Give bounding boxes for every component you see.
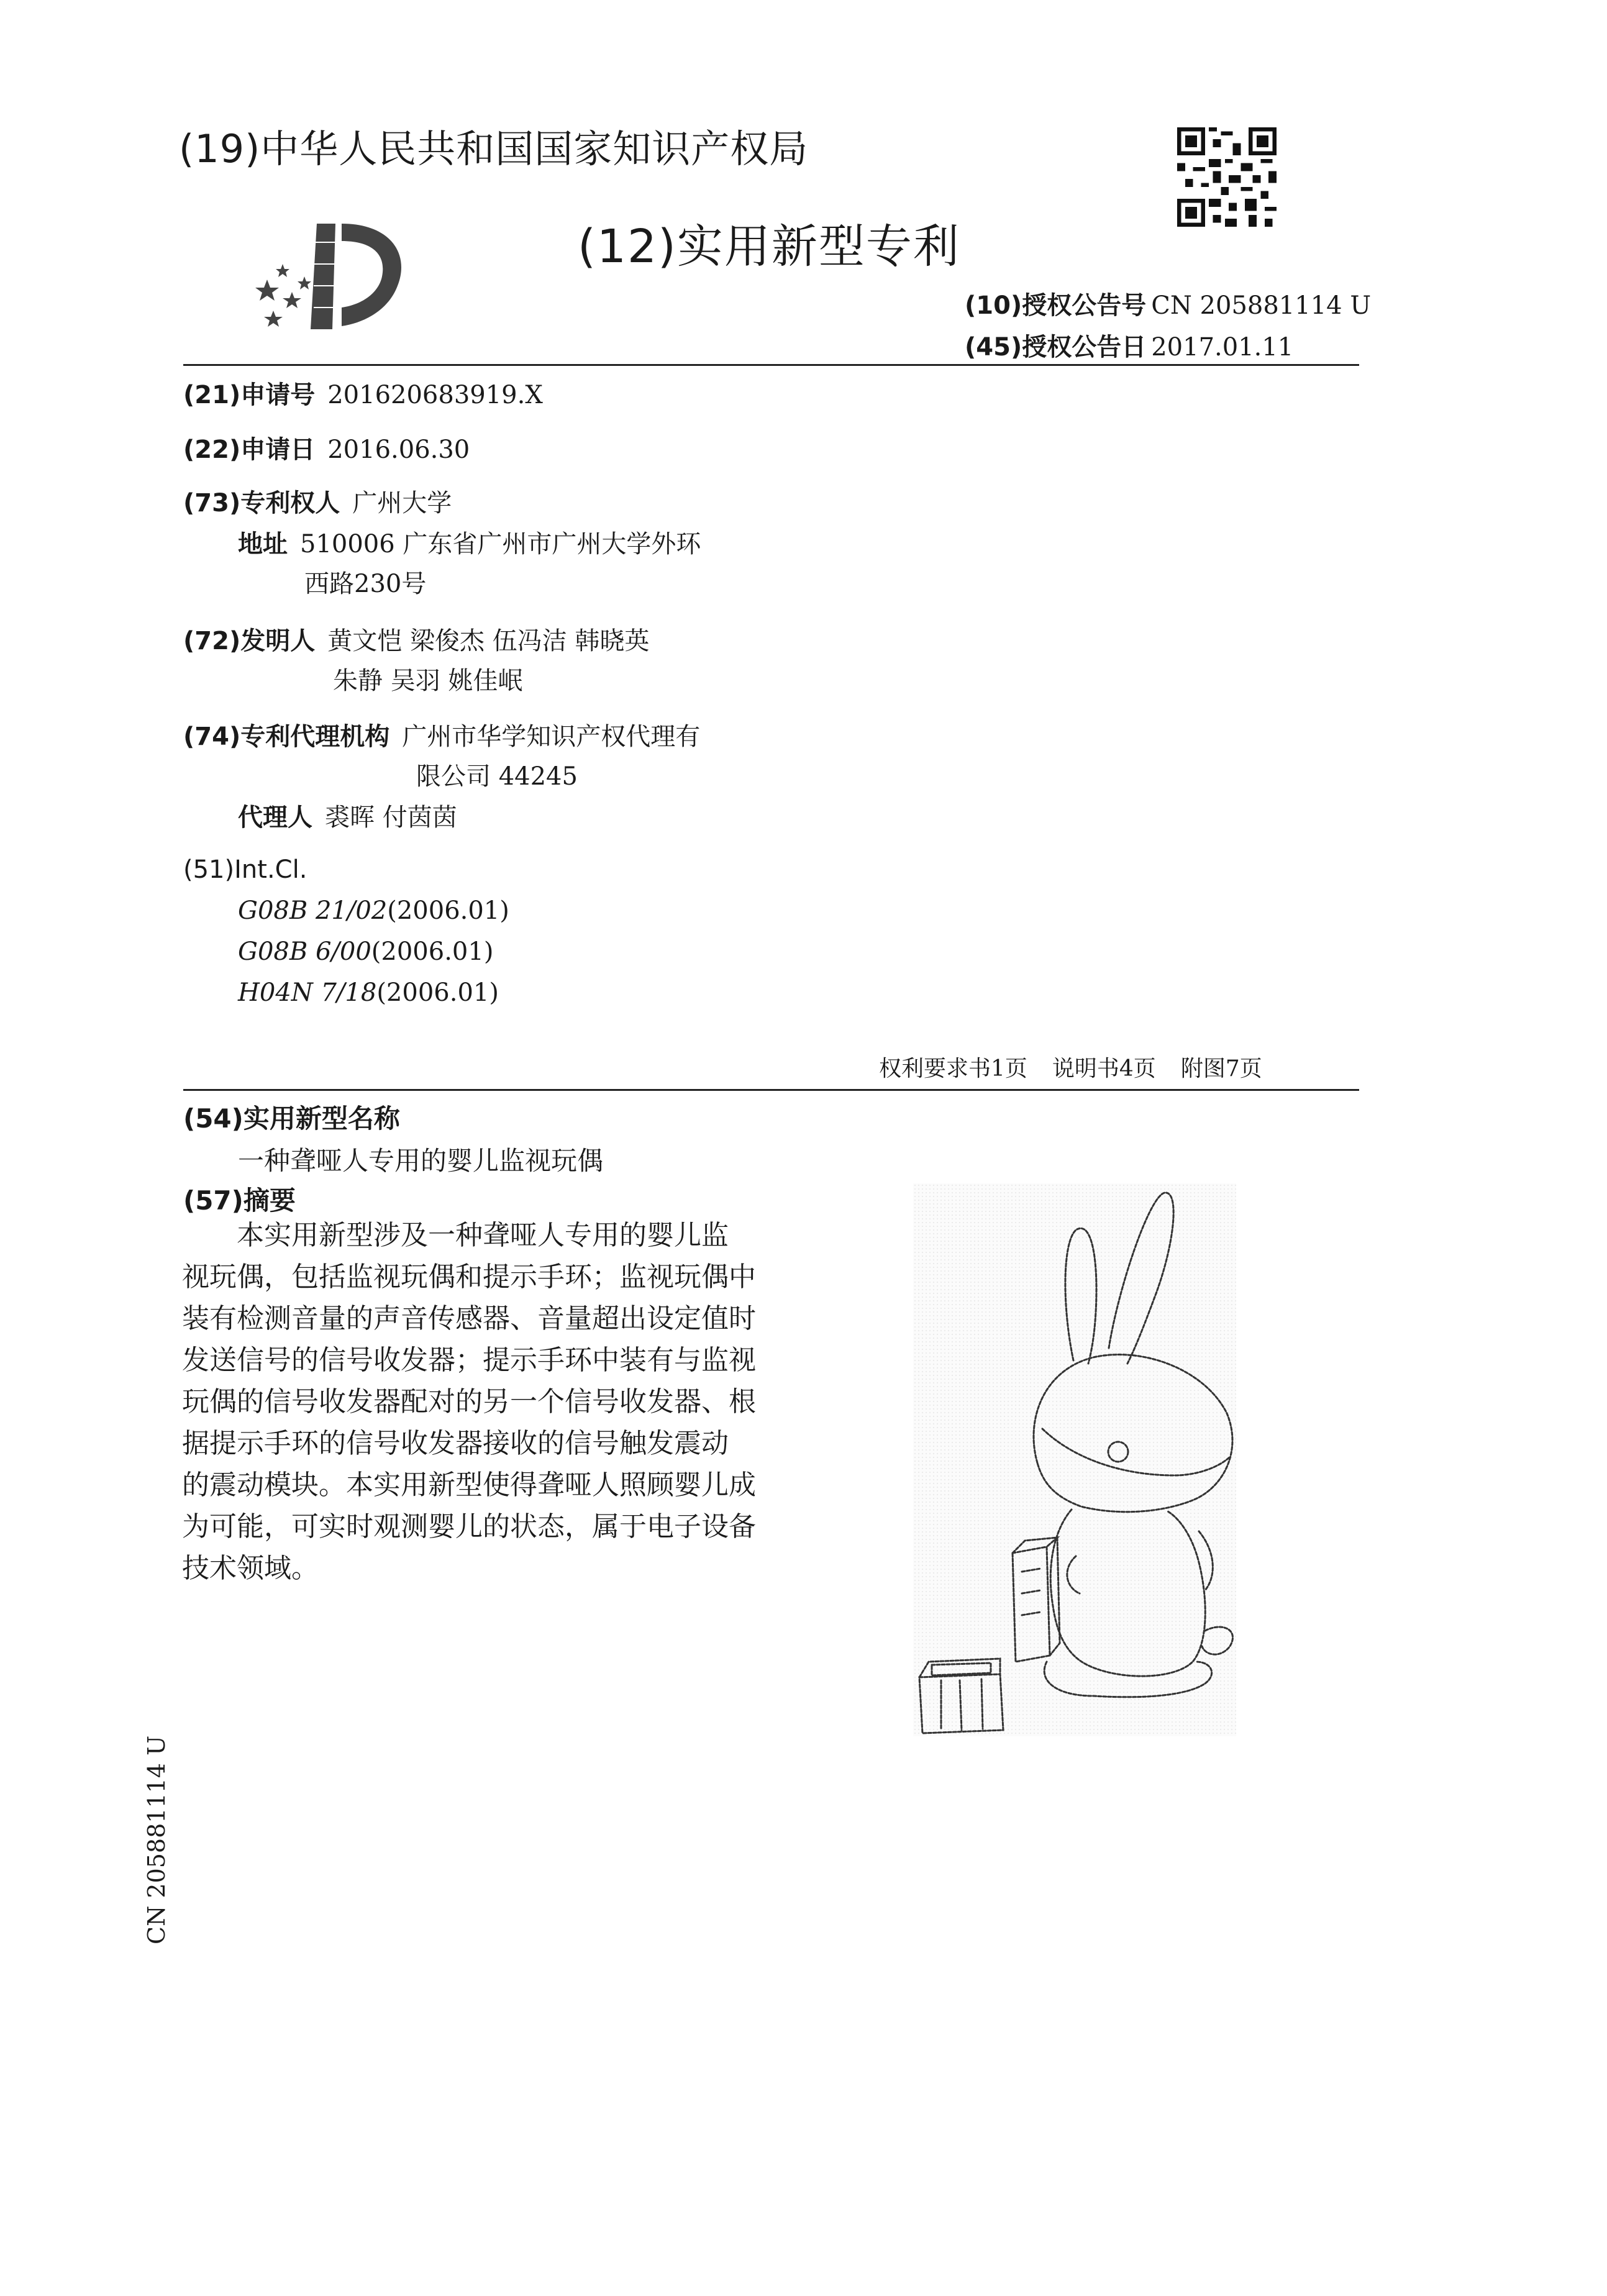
abstract-line: 发送信号的信号收发器；提示手环中装有与监视	[182, 1344, 756, 1376]
patentee-row	[183, 481, 452, 526]
abstract-line: 据提示手环的信号收发器接收的信号触发震动	[182, 1428, 729, 1459]
application-date-row	[183, 427, 470, 472]
document-type: (12)实用新型专利	[578, 220, 960, 273]
agents: 裘晖 付茵茵	[325, 803, 457, 832]
patentee-label: (73)专利权人	[183, 489, 340, 517]
application-number-label: (21)申请号	[183, 381, 316, 409]
page-counts	[879, 1051, 1287, 1083]
abstract-line: 玩偶的信号收发器配对的另一个信号收发器、根	[182, 1386, 756, 1418]
ipc-entry	[238, 896, 509, 925]
address-row	[238, 522, 701, 567]
agent-label: 代理人	[238, 803, 312, 832]
intcl-row	[183, 847, 307, 892]
publication-number: CN 205881114 U	[1151, 291, 1372, 320]
ipc-code: G08B 6/00	[238, 937, 371, 966]
inventors-row	[183, 619, 649, 663]
description-pages: 说明书4页	[1052, 1056, 1156, 1082]
intcl-label: (51)Int.Cl.	[183, 855, 307, 884]
ipc-version: (2006.01)	[371, 937, 494, 966]
agency-label: (74)专利代理机构	[183, 722, 390, 751]
address-line-1: 510006 广东省广州市广州大学外环	[300, 530, 701, 558]
side-publication-number-text: CN 205881114 U	[143, 1735, 170, 1944]
inventors-line-2: 朱静 吴羽 姚佳岷	[333, 667, 523, 695]
office-name: (19)中华人民共和国国家知识产权局	[179, 126, 809, 171]
qr-code	[1177, 127, 1277, 227]
inventors-label: (72)发明人	[183, 627, 316, 655]
side-publication-number	[143, 1733, 180, 1944]
claims-pages: 权利要求书1页	[879, 1056, 1027, 1082]
abstract-line: 装有检测音量的声音传感器、音量超出设定值时	[182, 1303, 756, 1334]
inventors-line-1: 黄文恺 梁俊杰 伍冯洁 韩晓英	[327, 627, 650, 655]
agency-line-1: 广州市华学知识产权代理有	[402, 722, 701, 751]
agent-row	[238, 795, 457, 840]
ipc-code: H04N 7/18	[238, 978, 377, 1007]
publication-date-label: (45)授权公告日	[965, 333, 1147, 362]
representative-drawing	[913, 1183, 1236, 1736]
application-number-row	[183, 373, 543, 417]
ipc-entry	[238, 937, 493, 966]
ipc-version: (2006.01)	[376, 978, 499, 1007]
publication-date: 2017.01.11	[1151, 333, 1294, 362]
address-label: 地址	[238, 530, 288, 558]
title-section-label: (54)实用新型名称	[183, 1103, 400, 1134]
publication-number-label: (10)授权公告号	[965, 291, 1147, 320]
abstract-line: 技术领域。	[182, 1552, 319, 1584]
utility-model-title: 一种聋哑人专用的婴儿监视玩偶	[238, 1146, 604, 1176]
ipc-version: (2006.01)	[387, 896, 509, 925]
patentee: 广州大学	[352, 489, 452, 517]
abstract-line: 视玩偶，包括监视玩偶和提示手环；监视玩偶中	[182, 1261, 756, 1293]
abstract-section-label: (57)摘要	[183, 1185, 296, 1216]
publication-date-row	[965, 327, 1293, 363]
application-date: 2016.06.30	[327, 435, 470, 464]
abstract-line: 的震动模块。本实用新型使得聋哑人照顾婴儿成	[182, 1469, 756, 1501]
agency-row	[183, 714, 700, 759]
publication-number-row	[965, 286, 1371, 321]
application-date-label: (22)申请日	[183, 435, 316, 464]
agency-line-2: 限公司 44245	[416, 762, 578, 791]
ipc-entry	[238, 978, 499, 1007]
abstract-line: 为可能，可实时观测婴儿的状态，属于电子设备	[182, 1511, 756, 1542]
application-number: 201620683919.X	[327, 381, 543, 409]
drawing-pages: 附图7页	[1180, 1056, 1262, 1082]
abstract-text	[182, 1214, 756, 1589]
section-rule	[183, 1089, 1359, 1091]
abstract-line: 本实用新型涉及一种聋哑人专用的婴儿监	[182, 1219, 729, 1251]
address-line-2: 西路230号	[304, 570, 427, 598]
cnipa-logo	[248, 205, 416, 335]
ipc-code: G08B 21/02	[238, 896, 388, 925]
header-rule	[183, 364, 1359, 366]
